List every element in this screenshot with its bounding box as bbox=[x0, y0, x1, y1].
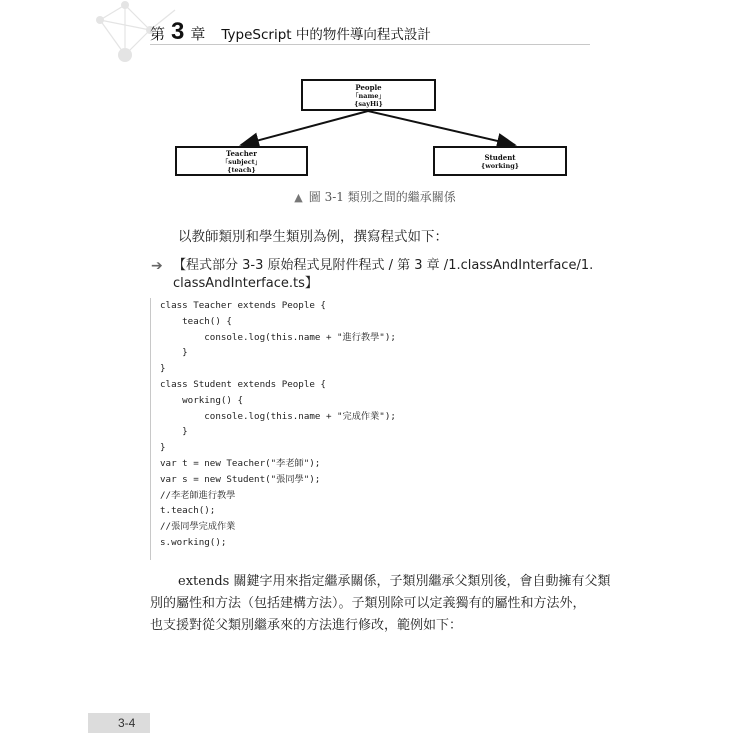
code-line: } bbox=[160, 363, 166, 375]
class-box-teacher bbox=[176, 147, 307, 175]
class-method-teacher: {teach} bbox=[227, 166, 256, 174]
code-line: class Teacher extends People { bbox=[160, 300, 326, 311]
inheritance-arrow-student bbox=[368, 111, 515, 145]
body-paragraph bbox=[150, 571, 611, 637]
class-box-student bbox=[434, 147, 566, 175]
paragraph-line: extends 關鍵字用來指定繼承關係，子類別繼承父類別後，會自動擁有父類 bbox=[178, 574, 611, 589]
inheritance-diagram bbox=[0, 0, 750, 200]
class-box-people bbox=[302, 80, 435, 110]
code-line: //李老師進行教學 bbox=[160, 489, 236, 501]
caption-marker: ▲ bbox=[294, 191, 303, 204]
chapter-title: TypeScript 中的物件導向程式設計 bbox=[221, 27, 431, 43]
class-name-student: Student bbox=[484, 153, 516, 162]
code-reference-line-2: classAndInterface.ts】 bbox=[173, 276, 318, 291]
class-property-teacher: 「subject」 bbox=[221, 158, 262, 166]
code-line: working() { bbox=[160, 394, 243, 406]
arrow-icon: ➔ bbox=[151, 258, 163, 274]
code-line: s.working(); bbox=[160, 536, 227, 548]
chapter-number: 3 bbox=[171, 18, 185, 45]
code-listing bbox=[150, 298, 590, 560]
class-name-people: People bbox=[355, 83, 382, 92]
code-line: t.teach(); bbox=[160, 505, 216, 517]
class-method-people: {sayHi} bbox=[354, 100, 383, 108]
code-line: } bbox=[160, 442, 166, 454]
code-reference-line-1: 【程式部分 3-3 原始程式見附件程式 / 第 3 章 /1.classAndInterface/1. bbox=[173, 258, 594, 273]
paragraph-line: 也支援對從父類別繼承來的方法進行修改，範例如下： bbox=[150, 618, 463, 633]
page-number: 3-4 bbox=[118, 716, 136, 730]
class-property-people: 「name」 bbox=[352, 92, 385, 100]
code-line: class Student extends People { bbox=[160, 378, 326, 390]
code-line: //張同學完成作業 bbox=[160, 521, 236, 533]
code-line: } bbox=[160, 426, 188, 438]
inheritance-arrow-teacher bbox=[241, 111, 368, 145]
code-line: } bbox=[160, 347, 188, 359]
code-line: teach() { bbox=[160, 315, 232, 327]
class-method-student: {working} bbox=[481, 162, 519, 170]
intro-text: 以教師類別和學生類別為例，撰寫程式如下： bbox=[178, 229, 448, 245]
code-line: var t = new Teacher("李老師"); bbox=[160, 457, 321, 469]
class-name-teacher: Teacher bbox=[226, 149, 257, 158]
code-reference bbox=[151, 257, 594, 293]
paragraph-line: 別的屬性和方法（包括建構方法）。子類別除可以定義獨有的屬性和方法外， bbox=[150, 596, 586, 611]
code-line: var s = new Student("張同學"); bbox=[160, 473, 321, 485]
code-line: console.log(this.name + "進行教學"); bbox=[160, 331, 396, 343]
chapter-suffix: 章 bbox=[190, 25, 206, 43]
code-line: console.log(this.name + "完成作業"); bbox=[160, 410, 396, 422]
chapter-prefix: 第 bbox=[150, 25, 166, 43]
figure-caption bbox=[0, 188, 750, 205]
caption-text: 圖 3-1 類別之間的繼承關係 bbox=[308, 190, 456, 204]
